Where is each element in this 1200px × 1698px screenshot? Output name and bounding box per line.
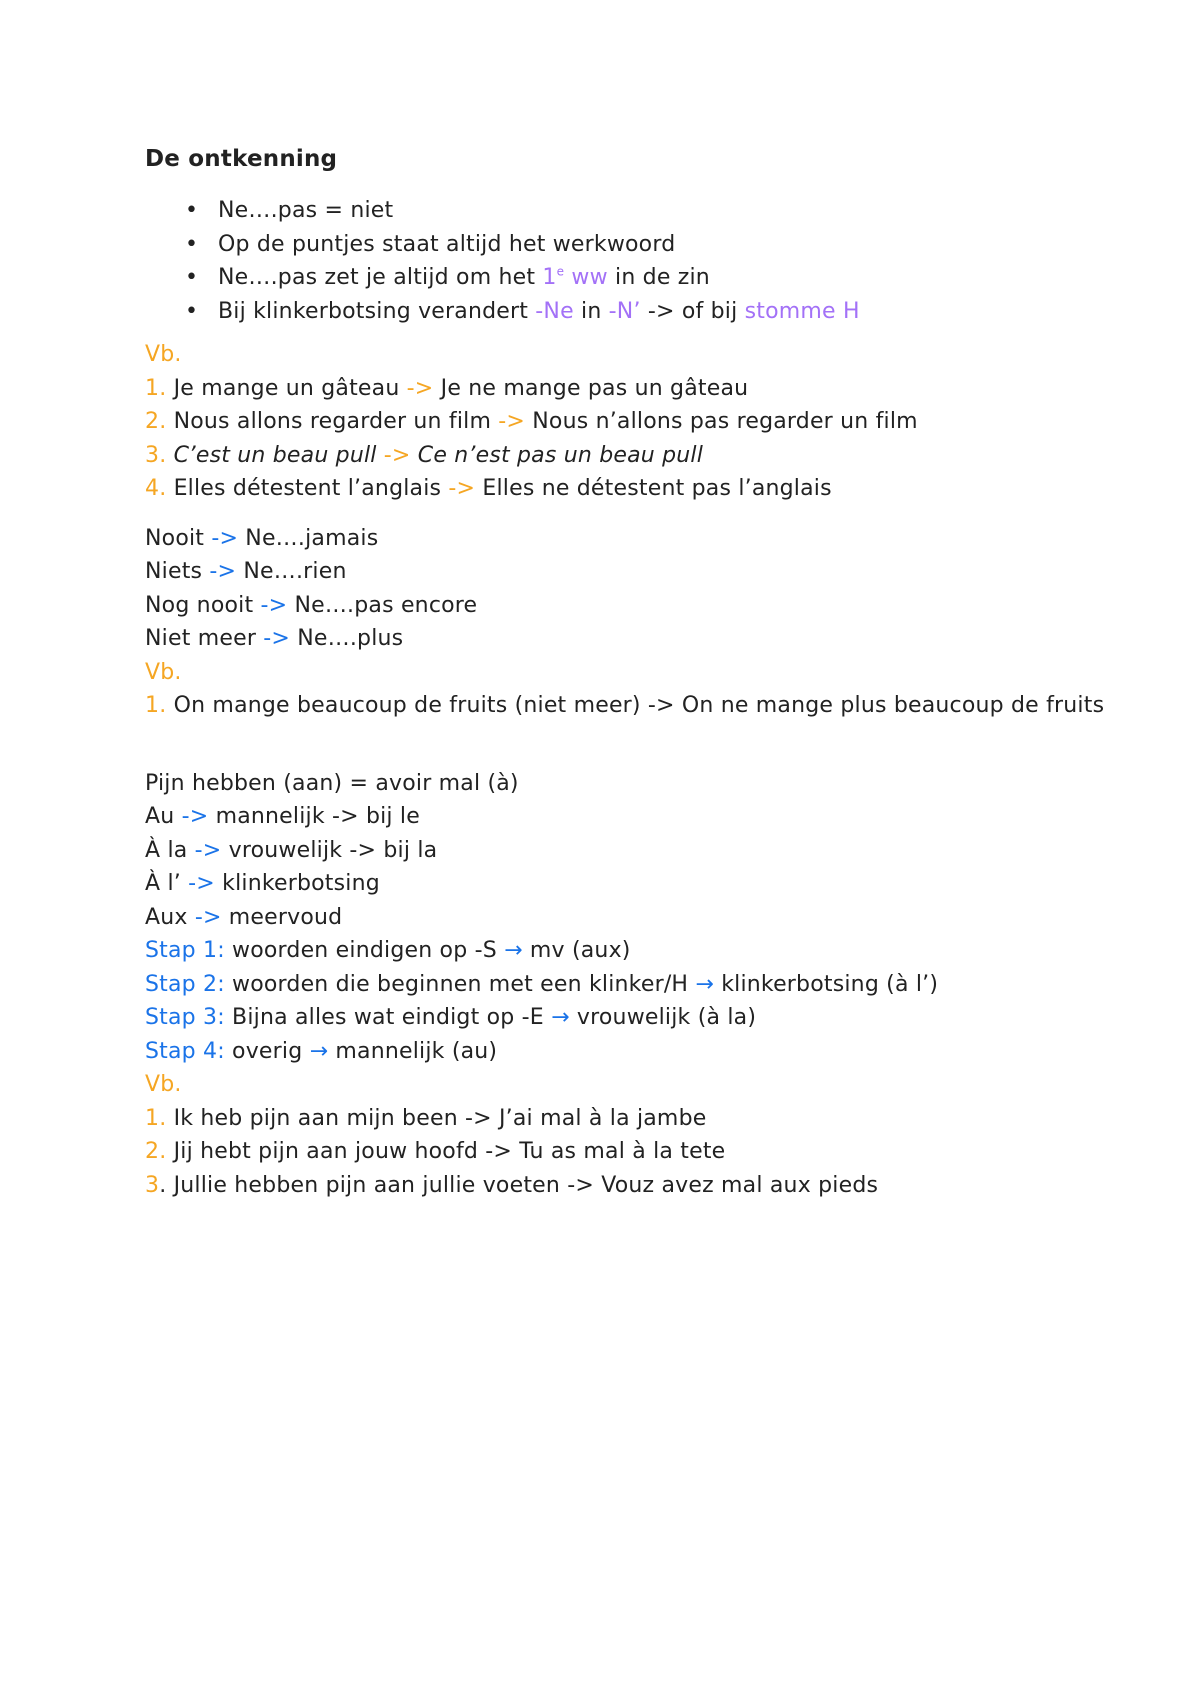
bullet-icon: •: [185, 298, 199, 324]
article-line: À l’ -> klinkerbotsing: [145, 871, 380, 896]
article-line: Aux -> meervoud: [145, 904, 343, 930]
document-content: [145, 142, 1145, 1202]
list-item: • Op de puntjes staat altijd het werkwoord: [145, 228, 1145, 262]
section-title: Pijn hebben (aan) = avoir mal (à): [145, 770, 519, 796]
spacer: [145, 506, 1145, 522]
bullet-icon: •: [185, 198, 199, 223]
list-item: • Bij klinkerbotsing verandert -Ne in -N’ -> of bij stomme H: [145, 295, 1145, 329]
example-line: 1. Ik heb pijn aan mijn been -> J’ai mal à la jambe: [145, 1105, 707, 1131]
bullet-icon: •: [185, 231, 199, 257]
spacer: [145, 723, 1145, 767]
step-line: Stap 2: woorden die beginnen met een klinker/H → klinkerbotsing (à l’): [145, 971, 939, 997]
list-item: • Ne….pas zet je altijd om het 1e ww in de zin: [145, 261, 1145, 295]
negation-line: Niet meer -> Ne….plus: [145, 626, 404, 651]
negation-line: Niets -> Ne….rien: [145, 559, 347, 584]
arrow-right-icon: →: [695, 971, 715, 997]
example-label: Vb.: [145, 659, 182, 685]
example-line: 3. C’est un beau pull -> Ce n’est pas un beau pull: [145, 442, 704, 468]
example-line: 2. Jij hebt pijn aan jouw hoofd -> Tu as mal à la tete: [145, 1139, 726, 1164]
page-title: De ontkenning: [145, 146, 338, 172]
arrow-right-icon: →: [309, 1038, 329, 1064]
rules-list: [145, 194, 1145, 328]
example-line: 1. Je mange un gâteau -> Je ne mange pas un gâteau: [145, 375, 749, 401]
negation-line: Nooit -> Ne….jamais: [145, 525, 379, 551]
negation-line: Nog nooit -> Ne….pas encore: [145, 592, 478, 618]
arrow-right-icon: →: [504, 938, 523, 963]
article-line: À la -> vrouwelijk -> bij la: [145, 837, 438, 863]
step-line: Stap 3: Bijna alles wat eindigt op -E → vrouwelijk (à la): [145, 1005, 757, 1030]
example-line: 1. On mange beaucoup de fruits (niet meer) -> On ne mange plus beaucoup de fruits: [145, 693, 1105, 718]
arrow-right-icon: →: [551, 1005, 570, 1030]
article-line: Au -> mannelijk -> bij le: [145, 804, 420, 829]
example-line: 2. Nous allons regarder un film -> Nous n’allons pas regarder un film: [145, 409, 918, 434]
step-line: Stap 4: overig → mannelijk (au): [145, 1038, 498, 1064]
example-line: 4. Elles détestent l’anglais -> Elles ne détestent pas l’anglais: [145, 476, 832, 501]
example-line: 3. Jullie hebben pijn aan jullie voeten -> Vouz avez mal aux pieds: [145, 1172, 879, 1198]
step-line: Stap 1: woorden eindigen op -S → mv (aux): [145, 938, 631, 963]
example-label: Vb.: [145, 342, 182, 367]
bullet-icon: •: [185, 265, 199, 290]
list-item: • Ne….pas = niet: [145, 194, 1145, 228]
example-label: Vb.: [145, 1072, 182, 1097]
